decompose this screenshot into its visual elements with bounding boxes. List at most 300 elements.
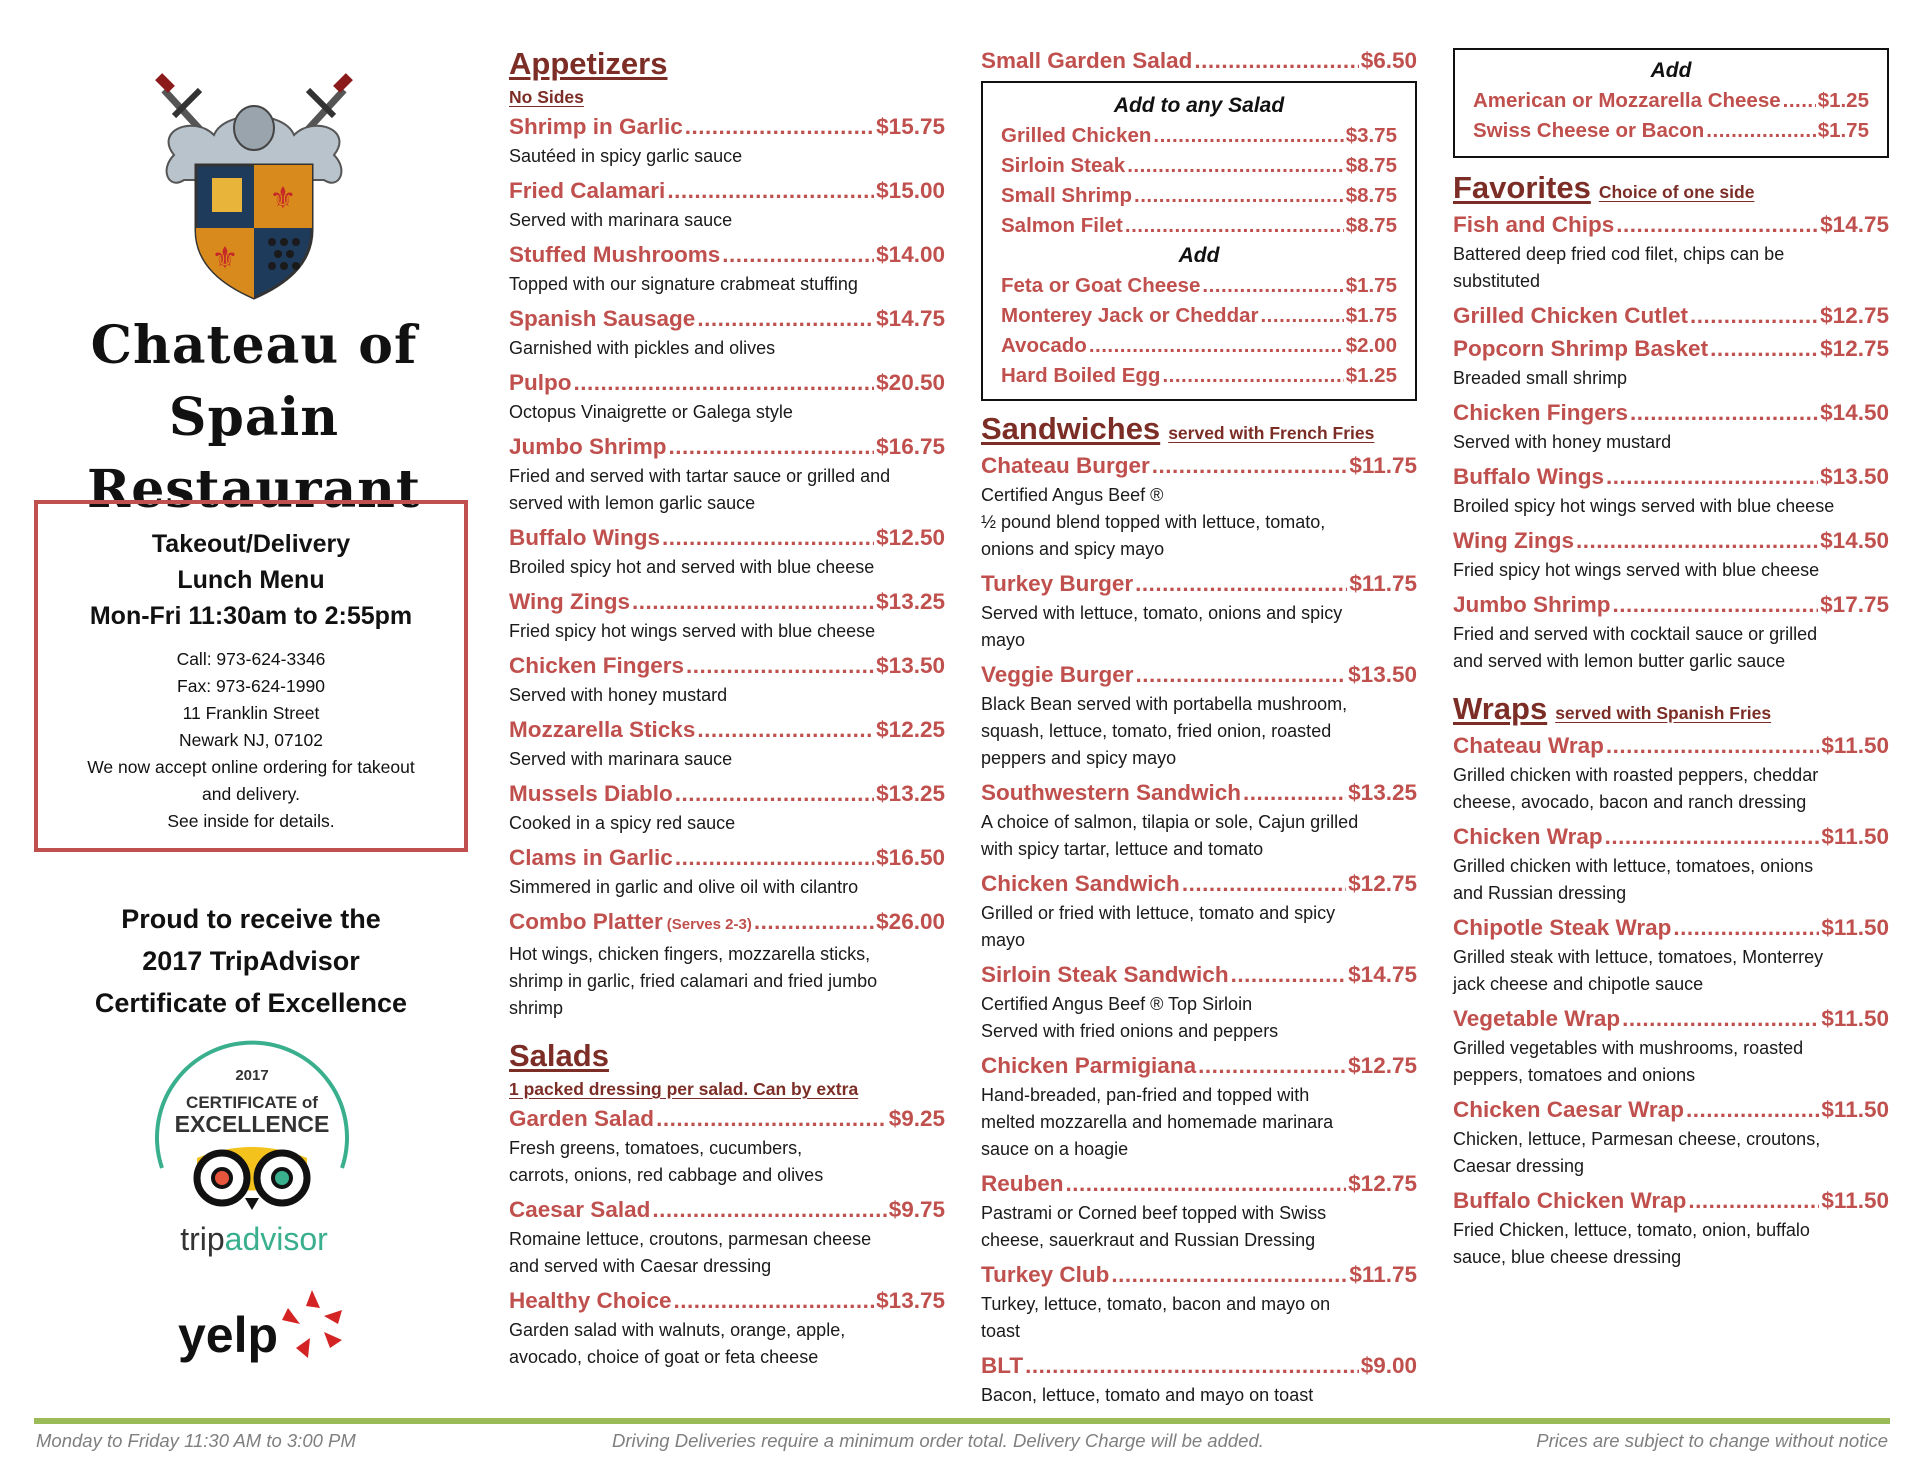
item-price: $14.50 — [1820, 528, 1889, 553]
menu-item[interactable] — [509, 521, 945, 554]
item-description-line: Grilled chicken with roasted peppers, cheddar — [1453, 765, 1819, 785]
item-name: Healthy Choice — [509, 1288, 672, 1313]
section-subtitle: served with Spanish Fries — [1555, 703, 1772, 723]
menu-item[interactable] — [1453, 1184, 1889, 1217]
item-description-line: Bacon, lettuce, tomato and mayo on toast — [981, 1385, 1314, 1405]
dot-leader — [574, 366, 875, 399]
dot-leader — [1162, 361, 1343, 391]
item-name: Sirloin Steak Sandwich — [981, 962, 1229, 987]
menu-item[interactable] — [509, 366, 945, 399]
dot-leader — [722, 238, 874, 271]
menu-item[interactable] — [1001, 121, 1397, 151]
item-price: $15.00 — [876, 178, 945, 203]
item-price: $12.75 — [1820, 336, 1889, 361]
item-name: Chicken Wrap — [1453, 824, 1603, 849]
section-note: 1 packed dressing per salad. Can by extra — [509, 1079, 859, 1099]
item-description — [1453, 493, 1889, 520]
footer-delivery-note: Driving Deliveries require a minimum order total. Delivery Charge will be added. — [612, 1430, 1264, 1451]
dot-leader — [1182, 867, 1346, 900]
award-line: 2017 TripAdvisor — [142, 946, 360, 976]
badge-line1: CERTIFICATE of — [186, 1093, 318, 1112]
item-name: Chateau Wrap — [1453, 733, 1604, 758]
item-description — [509, 463, 945, 517]
menu-item[interactable] — [509, 1193, 945, 1226]
svg-text:⚜: ⚜ — [211, 241, 239, 276]
menu-item[interactable] — [981, 567, 1417, 600]
item-name: Southwestern Sandwich — [981, 780, 1242, 805]
menu-column-sandwiches — [981, 44, 1417, 1413]
online-ordering-note: See inside for details. — [167, 811, 335, 831]
item-name: Caesar Salad — [509, 1197, 651, 1222]
item-price: $11.50 — [1821, 733, 1889, 758]
wraps-list — [1453, 729, 1889, 1271]
section-header-salads — [509, 1036, 945, 1076]
item-description-line: Grilled or fried with lettuce, tomato and spicy — [981, 903, 1336, 923]
item-price: $2.00 — [1345, 334, 1397, 357]
award-line: Proud to receive the — [121, 904, 381, 934]
item-price: $11.50 — [1821, 1097, 1889, 1122]
item-price: $11.50 — [1821, 1006, 1889, 1031]
item-description-line: Cooked in a spicy red sauce — [509, 813, 736, 833]
item-description-line: Simmered in garlic and olive oil with cilantro — [509, 877, 859, 897]
dot-leader — [1134, 181, 1344, 211]
item-price: $1.25 — [1817, 89, 1869, 112]
sandwich-addons-list — [1473, 86, 1869, 146]
menu-item[interactable] — [981, 449, 1417, 482]
menu-item[interactable] — [509, 302, 945, 335]
dot-leader — [1153, 121, 1343, 151]
item-description-line: Broiled spicy hot wings served with blue cheese — [1453, 496, 1835, 516]
menu-item[interactable] — [1453, 332, 1889, 365]
item-price: $13.25 — [876, 781, 945, 806]
item-name: Shrimp in Garlic — [509, 114, 683, 139]
item-description-line: cheese, avocado, bacon and ranch dressing — [1453, 792, 1807, 812]
item-price: $8.75 — [1345, 214, 1397, 237]
section-header-favorites — [1453, 168, 1889, 208]
dot-leader — [1089, 331, 1344, 361]
dot-leader — [652, 1193, 886, 1226]
item-name: Spanish Sausage — [509, 306, 696, 331]
dot-leader — [685, 110, 874, 143]
footer-price-note: Prices are subject to change without notice — [1536, 1430, 1888, 1451]
menu-item[interactable] — [509, 585, 945, 618]
menu-column-appetizers-salads — [509, 44, 945, 1375]
yelp-logo[interactable] — [178, 1286, 348, 1372]
item-description-line: Grilled chicken with lettuce, tomatoes, onions — [1453, 856, 1814, 876]
item-description-line: Garden salad with walnuts, orange, apple, — [509, 1320, 846, 1340]
salad-extras-list — [1001, 271, 1397, 391]
item-description-line: Fried and served with tartar sauce or grilled and — [509, 466, 891, 486]
menu-item[interactable] — [509, 174, 945, 207]
section-note: No Sides — [509, 87, 584, 107]
tripadvisor-certificate-badge — [142, 1028, 362, 1268]
item-name: Veggie Burger — [981, 662, 1134, 687]
item-description-line: Battered deep fried cod filet, chips can be — [1453, 244, 1785, 264]
item-name: Chicken Caesar Wrap — [1453, 1097, 1684, 1122]
dot-leader — [667, 174, 874, 207]
dot-leader — [1688, 1184, 1819, 1217]
item-description — [981, 482, 1417, 563]
section-title: Appetizers — [509, 46, 668, 81]
menu-item[interactable] — [1453, 588, 1889, 621]
section-title: Salads — [509, 1038, 609, 1073]
yelp-wordmark: yelp — [178, 1307, 279, 1363]
item-description-line: Certified Angus Beef ® — [981, 485, 1164, 505]
menu-item[interactable] — [1001, 271, 1397, 301]
item-description — [509, 810, 945, 837]
item-description-line: cheese, sauerkraut and Russian Dressing — [981, 1230, 1316, 1250]
menu-item[interactable] — [509, 649, 945, 682]
street-address: 11 Franklin Street — [182, 703, 320, 723]
menu-item[interactable] — [1453, 208, 1889, 241]
item-description-line: Hot wings, chicken fingers, mozzarella sticks, — [509, 944, 871, 964]
item-price: $1.75 — [1345, 274, 1397, 297]
dot-leader — [1127, 151, 1344, 181]
item-name: Popcorn Shrimp Basket — [1453, 336, 1709, 361]
dot-leader — [1066, 1167, 1347, 1200]
item-name: Mozzarella Sticks — [509, 717, 696, 742]
award-line: Certificate of Excellence — [94, 988, 408, 1018]
dot-leader — [632, 585, 874, 618]
menu-item[interactable] — [1473, 86, 1869, 116]
menu-item[interactable] — [509, 1284, 945, 1317]
info-heading-line: Takeout/Delivery — [151, 530, 351, 558]
section-header-wraps — [1453, 689, 1889, 729]
item-price: $8.75 — [1345, 184, 1397, 207]
section-title: Favorites — [1453, 170, 1591, 205]
item-description-line: carrots, onions, red cabbage and olives — [509, 1165, 824, 1185]
item-description-line: Served with honey mustard — [509, 685, 728, 705]
item-description-line: substituted — [1453, 271, 1541, 291]
menu-item[interactable] — [1453, 460, 1889, 493]
item-price: $9.25 — [888, 1106, 945, 1131]
dot-leader — [1706, 116, 1815, 146]
item-name: Wing Zings — [1453, 528, 1575, 553]
item-price: $13.50 — [876, 653, 945, 678]
menu-item[interactable] — [1001, 181, 1397, 211]
item-price: $11.75 — [1349, 1262, 1417, 1287]
item-price: $1.25 — [1345, 364, 1397, 387]
item-name: American or Mozzarella Cheese — [1473, 89, 1781, 112]
section-title: Sandwiches — [981, 411, 1161, 446]
item-price: $12.75 — [1348, 1053, 1417, 1078]
dot-leader — [1231, 958, 1347, 991]
item-name: Small Shrimp — [1001, 184, 1133, 207]
item-description-line: toast — [981, 1321, 1021, 1341]
dot-leader — [656, 1102, 887, 1135]
item-description-line: Broiled spicy hot and served with blue cheese — [509, 557, 875, 577]
item-description-line: Fried Chicken, lettuce, tomato, onion, buffalo — [1453, 1220, 1810, 1240]
item-name: Jumbo Shrimp — [1453, 592, 1611, 617]
menu-item[interactable] — [981, 1258, 1417, 1291]
item-price: $11.50 — [1821, 915, 1889, 940]
item-name: Chicken Parmigiana — [981, 1053, 1197, 1078]
item-description — [509, 271, 945, 298]
item-description — [1453, 621, 1889, 675]
menu-item[interactable] — [509, 713, 945, 746]
item-name: Clams in Garlic — [509, 845, 673, 870]
info-heading-line: Lunch Menu — [177, 566, 325, 594]
menu-item[interactable] — [509, 777, 945, 810]
dot-leader — [697, 302, 874, 335]
menu-item[interactable] — [1453, 1002, 1889, 1035]
item-description-line: ½ pound blend topped with lettuce, tomato, — [981, 512, 1326, 532]
menu-item[interactable] — [509, 905, 945, 941]
dot-leader — [1136, 658, 1347, 691]
dot-leader — [1576, 524, 1818, 557]
item-description-line: Served with lettuce, tomato, onions and spicy — [981, 603, 1343, 623]
item-description-line: Breaded small shrimp — [1453, 368, 1628, 388]
menu-item[interactable] — [981, 776, 1417, 809]
dot-leader — [1630, 396, 1818, 429]
item-description — [509, 207, 945, 234]
menu-item[interactable] — [1473, 116, 1869, 146]
item-description — [981, 809, 1417, 863]
item-description — [509, 618, 945, 645]
item-price: $13.50 — [1820, 464, 1889, 489]
item-name: Grilled Chicken Cutlet — [1453, 303, 1689, 328]
section-subtitle: Choice of one side — [1598, 182, 1755, 202]
item-serving-tag: (Serves 2-3) — [666, 916, 752, 933]
dot-leader — [1606, 729, 1820, 762]
box-heading: Add — [1178, 244, 1220, 267]
item-description-line: Served with marinara sauce — [509, 749, 733, 769]
dot-leader — [1243, 776, 1346, 809]
item-name: Avocado — [1001, 334, 1087, 357]
item-name: Pulpo — [509, 370, 572, 395]
item-description — [981, 991, 1417, 1045]
item-description-line: Octopus Vinaigrette or Galega style — [509, 402, 793, 422]
item-name: Small Garden Salad — [981, 48, 1193, 73]
item-price: $14.50 — [1820, 400, 1889, 425]
menu-item[interactable] — [1453, 299, 1889, 332]
menu-item[interactable] — [509, 1102, 945, 1135]
item-description-line: Fried and served with cocktail sauce or grilled — [1453, 624, 1818, 644]
item-name: Chicken Fingers — [509, 653, 685, 678]
salad-addons-box — [981, 81, 1417, 401]
item-description-line: mayo — [981, 930, 1026, 950]
dot-leader — [1690, 299, 1818, 332]
item-description-line: with spicy tartar, lettuce and tomato — [981, 839, 1264, 859]
item-description — [981, 600, 1417, 654]
dot-leader — [675, 777, 874, 810]
item-description — [509, 682, 945, 709]
item-name: Monterey Jack or Cheddar — [1001, 304, 1259, 327]
menu-item[interactable] — [1453, 396, 1889, 429]
item-name: Vegetable Wrap — [1453, 1006, 1621, 1031]
item-price: $12.75 — [1348, 871, 1417, 896]
item-description-line: shrimp in garlic, fried calamari and fried jumbo — [509, 971, 878, 991]
item-description-line: served with lemon garlic sauce — [509, 493, 756, 513]
item-description — [981, 1291, 1417, 1345]
item-description — [981, 691, 1417, 772]
item-description-line: sauce, blue cheese dressing — [1453, 1247, 1682, 1267]
dot-leader — [1606, 460, 1818, 493]
item-description — [1453, 1217, 1889, 1271]
menu-item[interactable] — [1453, 524, 1889, 557]
item-description — [981, 1382, 1417, 1409]
badge-brand-b: advisor — [224, 1221, 328, 1257]
item-name: BLT — [981, 1353, 1024, 1378]
badge-year: 2017 — [235, 1067, 269, 1084]
item-price: $12.50 — [876, 525, 945, 550]
menu-item[interactable] — [981, 958, 1417, 991]
item-price: $13.75 — [876, 1288, 945, 1313]
item-name: Feta or Goat Cheese — [1001, 274, 1201, 297]
menu-item[interactable] — [509, 841, 945, 874]
dot-leader — [1260, 301, 1343, 331]
menu-item[interactable] — [509, 430, 945, 463]
item-name: Fried Calamari — [509, 178, 666, 203]
item-price: $13.25 — [876, 589, 945, 614]
item-description — [509, 1226, 945, 1280]
item-description-line: peppers and spicy mayo — [981, 748, 1177, 768]
item-price: $20.50 — [876, 370, 945, 395]
dot-leader — [1710, 332, 1818, 365]
item-price: $14.75 — [1348, 962, 1417, 987]
item-name: Chicken Sandwich — [981, 871, 1180, 896]
menu-item[interactable] — [1001, 301, 1397, 331]
item-price: $16.75 — [876, 434, 945, 459]
item-description-line: Served with marinara sauce — [509, 210, 733, 230]
item-description-line: Romaine lettuce, croutons, parmesan cheese — [509, 1229, 872, 1249]
item-name: Fish and Chips — [1453, 212, 1615, 237]
item-description-line: Served with fried onions and peppers — [981, 1021, 1279, 1041]
menu-item[interactable] — [1001, 331, 1397, 361]
item-description-line: mayo — [981, 630, 1026, 650]
menu-column-favorites-wraps — [1453, 44, 1889, 1275]
menu-item[interactable] — [981, 1167, 1417, 1200]
dot-leader — [1605, 820, 1820, 853]
menu-item[interactable] — [1453, 911, 1889, 944]
item-name: Reuben — [981, 1171, 1064, 1196]
item-price: $12.25 — [876, 717, 945, 742]
item-description-line: Turkey, lettuce, tomato, bacon and mayo on — [981, 1294, 1331, 1314]
crest-logo — [134, 60, 374, 310]
item-description — [1453, 944, 1889, 998]
dot-leader — [674, 1284, 875, 1317]
restaurant-name-line2: Restaurant — [86, 459, 421, 520]
item-description-line: and Russian dressing — [1453, 883, 1627, 903]
dot-leader — [697, 713, 874, 746]
item-description — [509, 874, 945, 901]
item-description — [509, 941, 945, 1022]
item-description — [1453, 429, 1889, 456]
item-description-line: Served with honey mustard — [1453, 432, 1672, 452]
item-description-line: Pastrami or Corned beef topped with Swiss — [981, 1203, 1327, 1223]
phone-number[interactable]: Call: 973-624-3346 — [176, 649, 326, 669]
dot-leader — [675, 841, 874, 874]
item-description-line: Black Bean served with portabella mushroom, — [981, 694, 1348, 714]
svg-text:tripadvisor — [180, 1221, 328, 1257]
item-description-line: avocado, choice of goat or feta cheese — [509, 1347, 819, 1367]
item-price: $6.50 — [1360, 48, 1417, 73]
menu-item[interactable] — [1453, 820, 1889, 853]
item-price: $3.75 — [1345, 124, 1397, 147]
item-description-line: Topped with our signature crabmeat stuffing — [509, 274, 858, 294]
item-price: $11.50 — [1821, 1188, 1889, 1213]
menu-item[interactable] — [981, 658, 1417, 691]
sandwich-addons-box — [1453, 48, 1889, 158]
menu-item[interactable] — [509, 110, 945, 143]
dot-leader — [1125, 211, 1344, 241]
item-price: $8.75 — [1345, 154, 1397, 177]
menu-item[interactable] — [981, 867, 1417, 900]
dot-leader — [1622, 1002, 1819, 1035]
item-description-line: Certified Angus Beef ® Top Sirloin — [981, 994, 1253, 1014]
item-description — [981, 900, 1417, 954]
item-name: Turkey Club — [981, 1262, 1110, 1287]
menu-item[interactable] — [981, 1349, 1417, 1382]
item-price: $16.50 — [876, 845, 945, 870]
dot-leader — [1025, 1349, 1359, 1382]
item-description-line: Garnished with pickles and olives — [509, 338, 776, 358]
item-description-line: Sautéed in spicy garlic sauce — [509, 146, 743, 166]
section-header-appetizers — [509, 44, 945, 84]
section-title: Wraps — [1453, 691, 1548, 726]
item-description — [1453, 853, 1889, 907]
item-name: Sirloin Steak — [1001, 154, 1126, 177]
dot-leader — [1202, 271, 1343, 301]
dot-leader — [1616, 208, 1818, 241]
badge-line2: EXCELLENCE — [174, 1111, 330, 1137]
item-description-line: Grilled vegetables with mushrooms, roasted — [1453, 1038, 1804, 1058]
dot-leader — [662, 521, 874, 554]
online-ordering-note: and delivery. — [202, 784, 300, 804]
menu-item[interactable] — [1001, 361, 1397, 391]
item-name: Mussels Diablo — [509, 781, 673, 806]
item-price: $26.00 — [876, 909, 945, 934]
item-description — [981, 1082, 1417, 1163]
dot-leader — [1686, 1093, 1819, 1126]
item-description — [509, 1317, 945, 1371]
menu-item[interactable] — [1001, 151, 1397, 181]
item-name: Combo Platter — [509, 909, 663, 934]
footer-hours: Monday to Friday 11:30 AM to 3:00 PM — [36, 1430, 356, 1451]
item-description-line: shrimp — [509, 998, 564, 1018]
menu-item[interactable] — [1453, 1093, 1889, 1126]
branding-column — [34, 60, 474, 1363]
item-description — [509, 143, 945, 170]
item-description — [1453, 365, 1889, 392]
menu-item[interactable] — [1001, 211, 1397, 241]
item-price: $13.25 — [1348, 780, 1417, 805]
item-name: Turkey Burger — [981, 571, 1134, 596]
item-description-line: Fried spicy hot wings served with blue cheese — [1453, 560, 1820, 580]
menu-item[interactable] — [509, 238, 945, 271]
salad-addons-list — [1001, 121, 1397, 241]
item-name: Stuffed Mushrooms — [509, 242, 721, 267]
online-ordering-note: We now accept online ordering for takeout — [87, 757, 415, 777]
menu-item[interactable] — [1453, 729, 1889, 762]
item-name: Chicken Fingers — [1453, 400, 1629, 425]
menu-item[interactable] — [981, 1049, 1417, 1082]
item-name: Salmon Filet — [1001, 214, 1123, 237]
dot-leader — [1111, 1258, 1347, 1291]
dot-leader — [1198, 1049, 1346, 1082]
item-name: Chipotle Steak Wrap — [1453, 915, 1672, 940]
menu-item-small-garden-salad[interactable] — [981, 44, 1417, 77]
item-description-line: and served with Caesar dressing — [509, 1256, 772, 1276]
section-header-sandwiches — [981, 409, 1417, 449]
item-name: Grilled Chicken — [1001, 124, 1152, 147]
dot-leader — [669, 430, 875, 463]
item-description-line: melted mozzarella and homemade marinara — [981, 1112, 1334, 1132]
item-description-line: sauce on a hoagie — [981, 1139, 1129, 1159]
item-description-line: A choice of salmon, tilapia or sole, Cajun grilled — [981, 812, 1359, 832]
item-description — [509, 746, 945, 773]
info-heading-line: Mon-Fri 11:30am to 2:55pm — [89, 602, 413, 630]
